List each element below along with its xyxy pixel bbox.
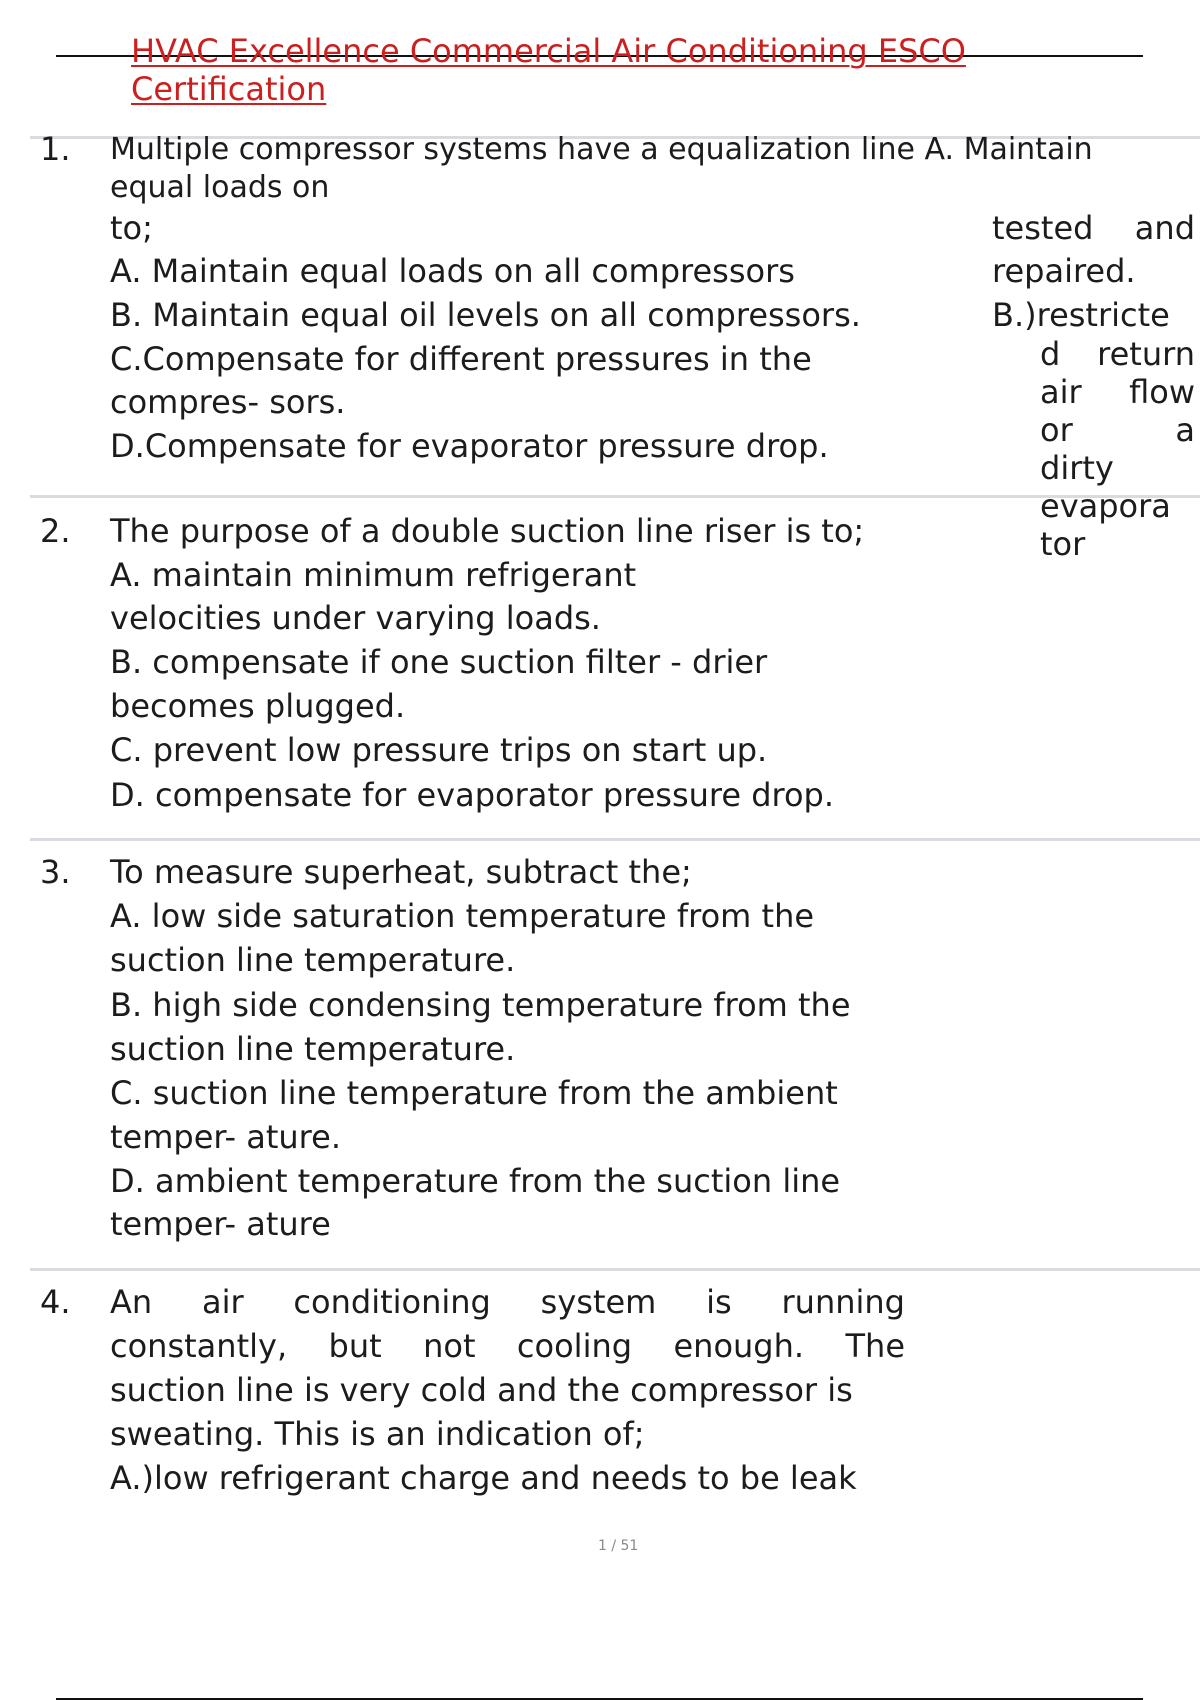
side-word: air	[1040, 373, 1082, 411]
answer-option-a: A.)low refrigerant charge and needs to be leak	[110, 1459, 857, 1497]
question-stem-line: equal loads on	[110, 170, 330, 205]
question-stem-line: Multiple compressor systems have a equalization line A. Maintain	[110, 132, 1093, 167]
side-line: repaired.	[992, 252, 1136, 290]
answer-option-a-continued: velocities under varying loads.	[110, 599, 601, 637]
side-word: and	[1134, 209, 1195, 247]
side-word: tested	[992, 209, 1094, 247]
answer-option-b: B. Maintain equal oil levels on all compressors.	[110, 296, 861, 334]
answer-option-b: B. high side condensing temperature from the	[110, 986, 851, 1024]
side-word: a	[1175, 411, 1195, 449]
answer-option-d: D. compensate for evaporator pressure drop.	[110, 776, 835, 814]
answer-option-c: C. prevent low pressure trips on start up.	[110, 731, 768, 769]
answer-option-c: C.Compensate for different pressures in the	[110, 340, 812, 378]
stem-word: air	[201, 1283, 244, 1321]
stem-word: An	[110, 1283, 153, 1321]
answer-option-c: C. suction line temperature from the ambient	[110, 1074, 838, 1112]
answer-option-b: B. compensate if one suction filter - drier	[110, 643, 768, 681]
question-number: 1.	[40, 130, 71, 168]
answer-option-c-continued: temper- ature.	[110, 1118, 341, 1156]
side-line	[1040, 411, 1195, 449]
stem-word: is	[706, 1283, 732, 1321]
answer-option-a-continued: suction line temperature.	[110, 941, 516, 979]
question-number: 2.	[40, 512, 71, 550]
title-line-1: HVAC Excellence Commercial Air Conditioning ESCO	[131, 32, 966, 70]
stem-word: system	[540, 1283, 657, 1321]
stem-word: enough.	[673, 1327, 805, 1365]
question-number: 3.	[40, 853, 71, 891]
answer-option-b-continued: becomes plugged.	[110, 687, 406, 725]
side-line	[1040, 335, 1195, 373]
question-stem-line: to;	[110, 209, 153, 247]
stem-word: not	[423, 1327, 476, 1365]
answer-option-d: D.Compensate for evaporator pressure drop.	[110, 427, 829, 465]
document-title	[131, 32, 966, 108]
side-line: evapora	[1040, 487, 1171, 525]
answer-option-b-continued: suction line temperature.	[110, 1030, 516, 1068]
side-word: flow	[1129, 373, 1195, 411]
divider	[30, 495, 1200, 498]
stem-word: constantly,	[110, 1327, 288, 1365]
divider	[30, 1268, 1200, 1271]
question-stem-line	[110, 1283, 905, 1321]
question-stem-line	[110, 1327, 905, 1365]
question-stem-line: sweating. This is an indication of;	[110, 1415, 645, 1453]
side-word: or	[1040, 411, 1073, 449]
side-line: dirty	[1040, 449, 1114, 487]
question-stem: To measure superheat, subtract the;	[110, 853, 692, 891]
stem-word: conditioning	[293, 1283, 491, 1321]
divider	[30, 838, 1200, 841]
side-line: tor	[1040, 525, 1086, 563]
answer-option-a: A. maintain minimum refrigerant	[110, 556, 637, 594]
stem-word: The	[845, 1327, 905, 1365]
answer-option-d: D. ambient temperature from the suction line	[110, 1162, 841, 1200]
question-number: 4.	[40, 1283, 71, 1321]
side-word: d	[1040, 335, 1061, 373]
question-stem-line: suction line is very cold and the compressor is	[110, 1371, 853, 1409]
answer-option-a: A. low side saturation temperature from the	[110, 897, 815, 935]
side-word: return	[1097, 335, 1195, 373]
answer-option-a: A. Maintain equal loads on all compressors	[110, 252, 795, 290]
title-line-2: Certification	[131, 70, 327, 108]
stem-word: but	[328, 1327, 382, 1365]
page-number: 1 / 51	[598, 1538, 639, 1554]
stem-word: running	[781, 1283, 905, 1321]
side-line	[1040, 373, 1195, 411]
answer-option-d-continued: temper- ature	[110, 1205, 331, 1243]
side-line	[992, 209, 1195, 247]
question-stem: The purpose of a double suction line riser is to;	[110, 512, 865, 550]
stem-word: cooling	[516, 1327, 633, 1365]
side-line: B.)restricte	[992, 296, 1170, 334]
answer-option-c-continued: compres- sors.	[110, 383, 346, 421]
